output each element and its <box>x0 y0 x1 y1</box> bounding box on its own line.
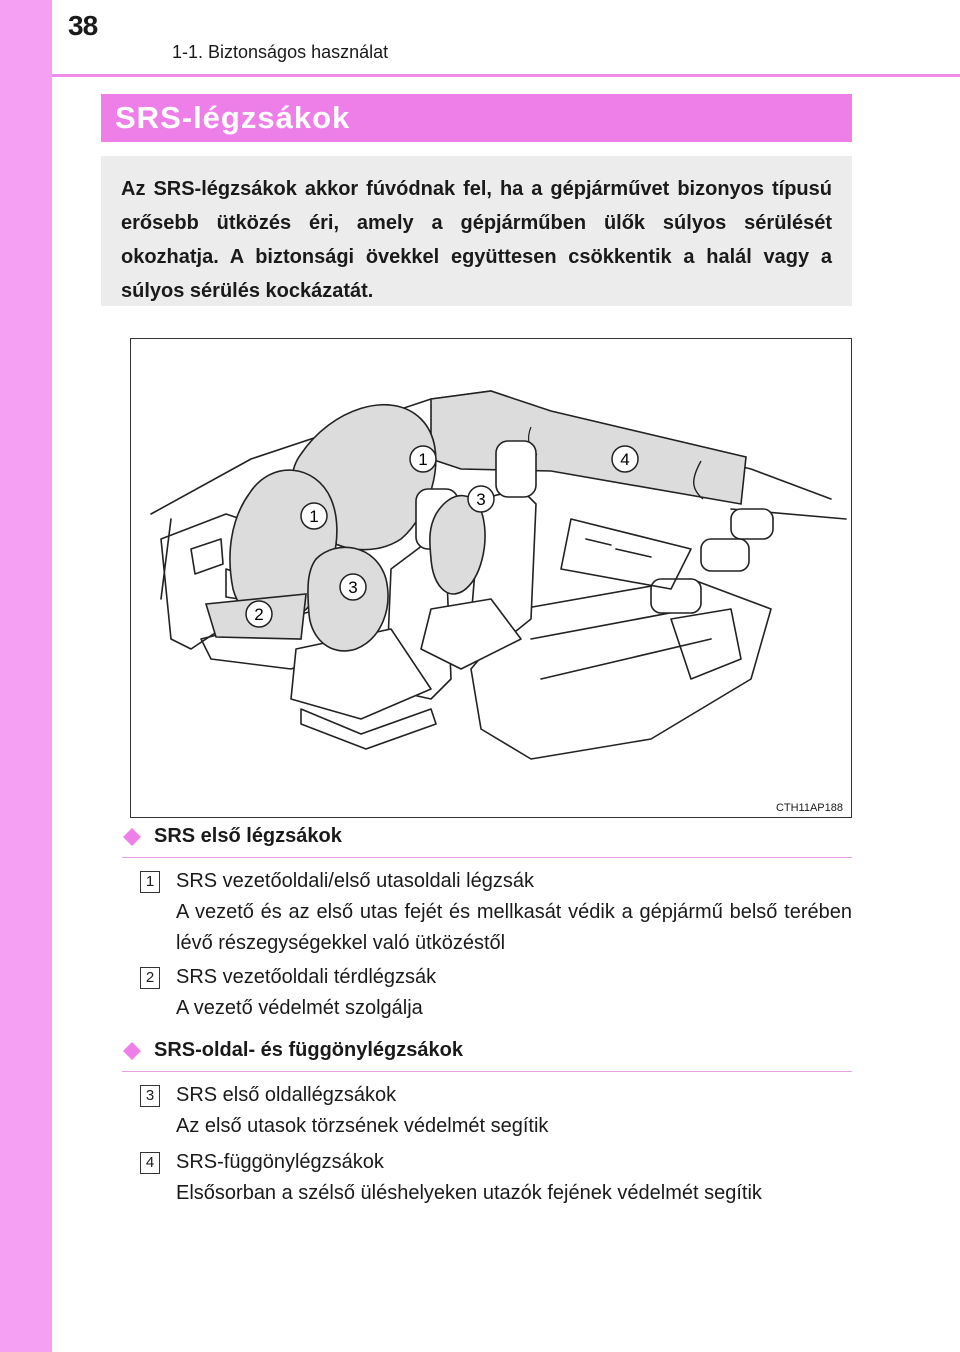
list-item <box>140 962 852 1024</box>
callout-label: 3 <box>476 490 486 509</box>
item-name: SRS vezetőoldali/első utasoldali légzsák <box>176 870 534 892</box>
callout-label: 1 <box>309 507 319 526</box>
section-heading-text: SRS-oldal- és függönylégzsákok <box>154 1039 463 1061</box>
diamond-bullet-icon <box>122 1041 142 1061</box>
header-rule <box>52 74 960 77</box>
callout-3-passenger <box>468 486 494 512</box>
callout-3-driver <box>340 574 366 600</box>
list-item <box>140 1147 852 1209</box>
item-description: Az első utasok törzsének védelmét segítik <box>176 1115 549 1137</box>
section-heading-front-airbags <box>122 825 852 848</box>
intro-text: Az SRS-légzsákok akkor fúvódnak fel, ha a gépjárművet bizonyos típusú erősebb ütközés éri, amely a gépjárműben ülők súlyos sérülését okozhatja. A biztonsági övekkel együttesen csökkentik a halál vagy a súlyos sérülés kockázatát. <box>121 178 832 302</box>
item-number: 3 <box>140 1085 160 1107</box>
item-description: Elsősorban a szélső üléshelyeken utazók fejének védelmét segítik <box>176 1182 762 1204</box>
section-rule <box>122 857 852 858</box>
callout-label: 1 <box>418 450 428 469</box>
callout-label: 2 <box>254 605 264 624</box>
item-number: 1 <box>140 871 160 893</box>
item-number: 4 <box>140 1152 160 1174</box>
list-item <box>140 866 852 959</box>
callout-1-passenger <box>410 446 436 472</box>
figure-code: CTH11AP188 <box>775 802 843 814</box>
passenger-headrest <box>496 441 536 497</box>
callout-1-driver <box>301 503 327 529</box>
car-interior-illustration <box>131 339 851 817</box>
airbag-figure <box>130 338 852 818</box>
item-name: SRS vezetőoldali térdlégzsák <box>176 966 437 988</box>
item-description: A vezető és az első utas fejét és mellkasát védik a gépjármű belső terében lévő részegységekkel való ütközéstől <box>176 901 852 954</box>
intro-box <box>101 156 852 306</box>
section-title: SRS-légzsákok <box>101 94 852 142</box>
page-number: 38 <box>68 10 98 41</box>
callout-2-knee <box>246 601 272 627</box>
callout-label: 4 <box>620 450 630 469</box>
running-head: 1-1. Biztonságos használat <box>172 42 389 62</box>
callout-4-curtain <box>612 446 638 472</box>
callout-label: 3 <box>348 578 358 597</box>
side-strip <box>0 0 52 1352</box>
diamond-bullet-icon <box>122 827 142 847</box>
item-name: SRS első oldallégzsákok <box>176 1084 397 1106</box>
item-number: 2 <box>140 967 160 989</box>
section-heading-side-curtain-airbags <box>122 1039 852 1062</box>
item-description: A vezető védelmét szolgálja <box>176 997 423 1019</box>
item-name: SRS-függönylégzsákok <box>176 1151 384 1173</box>
section-rule <box>122 1071 852 1072</box>
list-item <box>140 1080 852 1142</box>
section-heading-text: SRS első légzsákok <box>154 825 342 847</box>
